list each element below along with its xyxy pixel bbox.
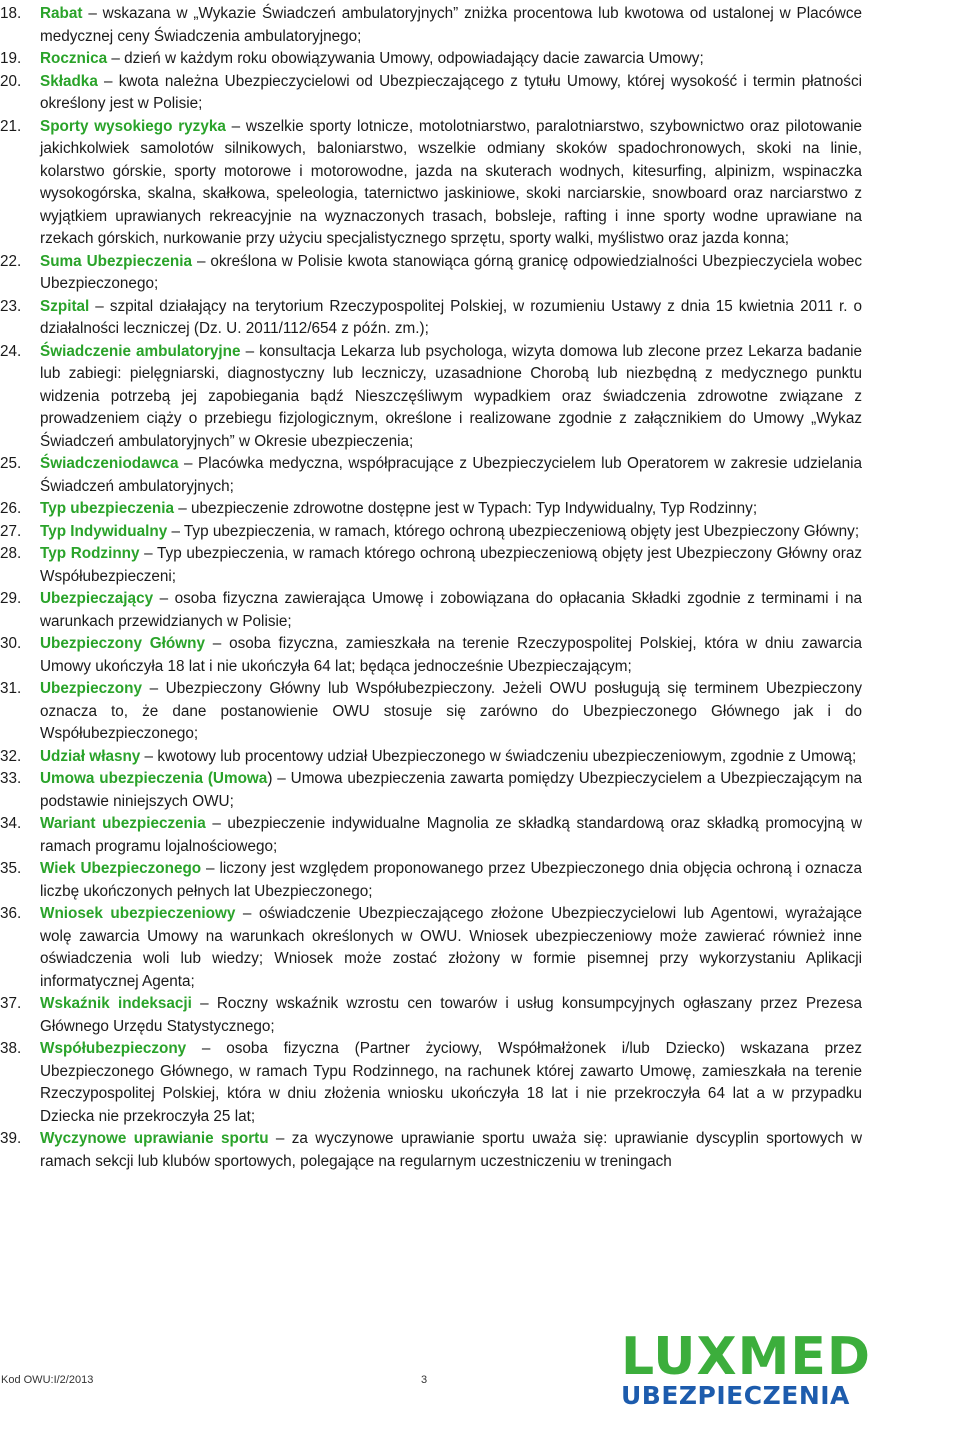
item-number: 38. — [0, 1040, 22, 1057]
footer-doc-code: Kod OWU:I/2/2013 — [1, 1374, 94, 1386]
definition-item — [0, 993, 960, 1038]
definition-item — [0, 678, 960, 746]
item-number: 28. — [0, 545, 22, 562]
term: Wskaźnik indeksacji — [40, 995, 192, 1012]
definition-item — [0, 1038, 960, 1128]
item-number: 33. — [0, 770, 22, 787]
logo-bottom-text: UBEZPIECZENIA — [621, 1381, 850, 1410]
term: Współubezpieczony — [40, 1040, 187, 1057]
definition-text: – konsultacja Lekarza lub psychologa, wizyta domowa lub zlecone przez Lekarza badanie lub zabiegi: pielęgniarski, diagnostyczny lub leczniczy, uzasadnione Chorobą lub niezbędną z medycznego punktu widzenia potrzebą jej zapobiegania bądź Nieszczęśliwym wypadkiem oraz świadczenia zdrowotne związane z prowadzeniem ciąży o przebiegu fizjologicznym, określone i realizowane zgodnie z załącznikiem do Umowy „Wykaz Świadczeń ambulatoryjnych” w Okresie ubezpieczenia; — [40, 342, 862, 450]
item-number: 32. — [0, 747, 22, 765]
item-number: 18. — [0, 5, 22, 22]
term: Rabat — [40, 5, 83, 22]
definition-item — [0, 543, 960, 588]
definition-item — [0, 453, 960, 498]
definition-item — [0, 746, 960, 769]
definition-text: – ubezpieczenie zdrowotne dostępne jest w Typach: Typ Indywidualny, Typ Rodzinny; — [174, 500, 758, 517]
definition-text: – określona w Polisie kwota stanowiąca górną granicę odpowiedzialności Ubezpieczyciela wobec Ubezpieczonego; — [40, 252, 862, 292]
term: Wniosek ubezpieczeniowy — [40, 905, 236, 922]
definition-item — [0, 3, 960, 48]
item-number: 39. — [0, 1130, 22, 1147]
term: Szpital — [40, 297, 90, 315]
definition-text: – kwotowy lub procentowy udział Ubezpieczonego w świadczeniu ubezpieczeniowym, zgodnie z Umową; — [140, 747, 857, 765]
definition-text: – szpital działający na terytorium Rzeczypospolitej Polskiej, w rozumieniu Ustawy z dnia 15 kwietnia 2011 r. o działalności leczniczej (Dz. U. 2011/112/654 z późn. zm.); — [40, 297, 862, 337]
item-number: 25. — [0, 455, 22, 472]
luxmed-logo — [621, 1327, 872, 1411]
definition-text: – Typ ubezpieczenia, w ramach, którego ochroną ubezpieczeniową objęty jest Ubezpieczony Główny; — [167, 522, 860, 540]
item-number: 26. — [0, 500, 22, 517]
term: Udział własny — [40, 747, 141, 765]
term: Typ ubezpieczenia — [40, 500, 175, 517]
definition-item — [0, 71, 960, 116]
logo-top-text: LUXMED — [621, 1327, 872, 1387]
definition-text: – wskazana w „Wykazie Świadczeń ambulatoryjnych” zniżka procentowa lub kwotowa od ustalonej w Placówce medycznej ceny Świadczenia ambulatoryjnego; — [40, 5, 862, 45]
definition-text: – Typ ubezpieczenia, w ramach którego ochroną ubezpieczeniową objęty jest Ubezpieczony Główny oraz Współubezpieczeni; — [40, 545, 862, 585]
definition-item — [0, 633, 960, 678]
definition-text: – wszelkie sporty lotnicze, motolotniarstwo, paralotniarstwo, szybownictwo oraz pilotowanie jakichkolwiek samolotów silnikowych, baloniarstwo, wszelkie odmiany skoków spadochronowych, skoki na linie, kolarstwo górskie, sporty motorowe i motorowodne, jazda na skuterach wodnych, kitesurfing, alpinizm, wspinaczka wysokogórska, skalna, skałkowa, speleologia, taternictwo jaskiniowe, skoki narciarskie, snowboard oraz narciarstwo z wyjątkiem uprawianych rekreacyjnie na wyznaczonych trasach, bobsleje, rafting i inne sporty wodne uprawiane na rzekach górskich, nurkowanie przy użyciu specjalistycznego sprzętu, sporty walki, myślistwo oraz jazda konna; — [40, 117, 862, 247]
item-number: 24. — [0, 342, 22, 360]
item-number: 22. — [0, 252, 22, 270]
definition-text: – za wyczynowe uprawianie sportu uważa się: uprawianie dyscyplin sportowych w ramach sekcji lub klubów sportowych, polegające na regularnym uczestniczeniu w treningach — [40, 1130, 862, 1170]
term: Rocznica — [40, 50, 108, 67]
definition-text: – ubezpieczenie indywidualne Magnolia ze składką standardową oraz składką promocyjną w ramach programu lojalnościowego; — [40, 815, 862, 855]
definition-text: – liczony jest względem proponowanego przez Ubezpieczonego dnia objęcia ochroną i oznacza liczbę ukończonych pełnych lat Ubezpieczonego; — [40, 860, 862, 900]
item-number: 34. — [0, 815, 22, 832]
definition-text: – dzień w każdym roku obowiązywania Umowy, odpowiadający dacie zawarcia Umowy; — [107, 50, 704, 67]
term: Sporty wysokiego ryzyka — [40, 117, 226, 135]
term: Wariant ubezpieczenia — [40, 815, 206, 832]
definition-item — [0, 48, 960, 71]
item-number: 30. — [0, 635, 22, 652]
definition-item — [0, 251, 960, 296]
item-number: 31. — [0, 680, 22, 697]
definition-item — [0, 116, 960, 251]
definition-item — [0, 813, 960, 858]
definition-text: – osoba fizyczna (Partner życiowy, Współmałżonek i/lub Dziecko) wskazana przez Ubezpieczonego Głównego, w ramach Typu Rodzinnego, na rachunek której zawarto Umowę, zamieszkała na terenie Rzeczypospolitej Polskiej, która w dniu złożenia wniosku ukończyła 18 lat i nie przekroczyła 64 lat a w przypadku Dziecka nie przekroczyła 25 lat; — [40, 1040, 862, 1125]
definition-text: – oświadczenie Ubezpieczającego złożone Ubezpieczycielowi lub Agentowi, wyrażające wolę zawarcia Umowy na warunkach określonych w OWU. Wniosek ubezpieczeniowy może zawierać również inne oświadczenia woli lub wiedzy; Wniosek może zostać złożony w formie pisemnej przy wykorzystaniu Aplikacji informatycznej Agenta; — [40, 905, 862, 990]
item-number: 29. — [0, 590, 22, 607]
item-number: 37. — [0, 995, 22, 1012]
term: Suma Ubezpieczenia — [40, 252, 193, 270]
item-number: 21. — [0, 117, 22, 135]
term: Ubezpieczony Główny — [40, 635, 206, 652]
definition-text: – osoba fizyczna zawierająca Umowę i zobowiązana do opłacania Składki zgodnie z terminami i na warunkach przewidzianych w Polisie; — [40, 590, 862, 630]
item-number: 36. — [0, 905, 22, 922]
term: Świadczeniodawca — [40, 455, 179, 472]
definition-item — [0, 903, 960, 993]
term: Ubezpieczony — [40, 680, 142, 697]
definition-text: – osoba fizyczna, zamieszkała na terenie Rzeczypospolitej Polskiej, która w dniu zawarcia Umowy ukończyła 18 lat i nie ukończyła 64 lat; będąca jednocześnie Ubezpieczającym; — [40, 635, 862, 675]
definitions-list — [0, 3, 960, 1173]
term: Umowa ubezpieczenia (Umowa — [40, 770, 268, 787]
item-number: 20. — [0, 72, 22, 90]
item-number: 27. — [0, 522, 22, 540]
term: Wiek Ubezpieczonego — [40, 860, 202, 877]
definition-item — [0, 768, 960, 813]
definition-text: – Roczny wskaźnik wzrostu cen towarów i usług konsumpcyjnych ogłaszany przez Prezesa Głównego Urzędu Statystycznego; — [40, 995, 863, 1035]
definition-item — [0, 858, 960, 903]
definition-text: ) – Umowa ubezpieczenia zawarta pomiędzy Ubezpieczycielem a Ubezpieczającym na podstawie niniejszych OWU; — [40, 770, 862, 810]
definition-item — [0, 296, 960, 341]
footer-page-number: 3 — [421, 1374, 428, 1386]
item-number: 19. — [0, 50, 22, 67]
definition-text: – kwota należna Ubezpieczycielowi od Ubezpieczającego z tytułu Umowy, której wysokość i termin płatności określony jest w Polisie; — [40, 72, 862, 112]
item-number: 35. — [0, 860, 22, 877]
definition-item — [0, 498, 960, 521]
definition-item — [0, 521, 960, 544]
term: Składka — [40, 72, 98, 90]
definition-text: – Placówka medyczna, współpracujące z Ubezpieczycielem lub Operatorem w zakresie udzielania Świadczeń ambulatoryjnych; — [40, 455, 862, 495]
term: Ubezpieczający — [40, 590, 154, 607]
definition-item — [0, 588, 960, 633]
definition-item — [0, 341, 960, 454]
term: Typ Indywidualny — [40, 522, 168, 540]
definition-item — [0, 1128, 960, 1173]
term: Typ Rodzinny — [40, 545, 140, 562]
item-number: 23. — [0, 297, 22, 315]
term: Świadczenie ambulatoryjne — [40, 342, 241, 360]
definition-text: – Ubezpieczony Główny lub Współubezpieczony. Jeżeli OWU posługują się terminem Ubezpieczony oznacza to, że dane postanowienie OWU stosuje się zarówno do Ubezpieczonego Głównego jak i do Współubezpieczonego; — [40, 680, 862, 742]
term: Wyczynowe uprawianie sportu — [40, 1130, 269, 1147]
